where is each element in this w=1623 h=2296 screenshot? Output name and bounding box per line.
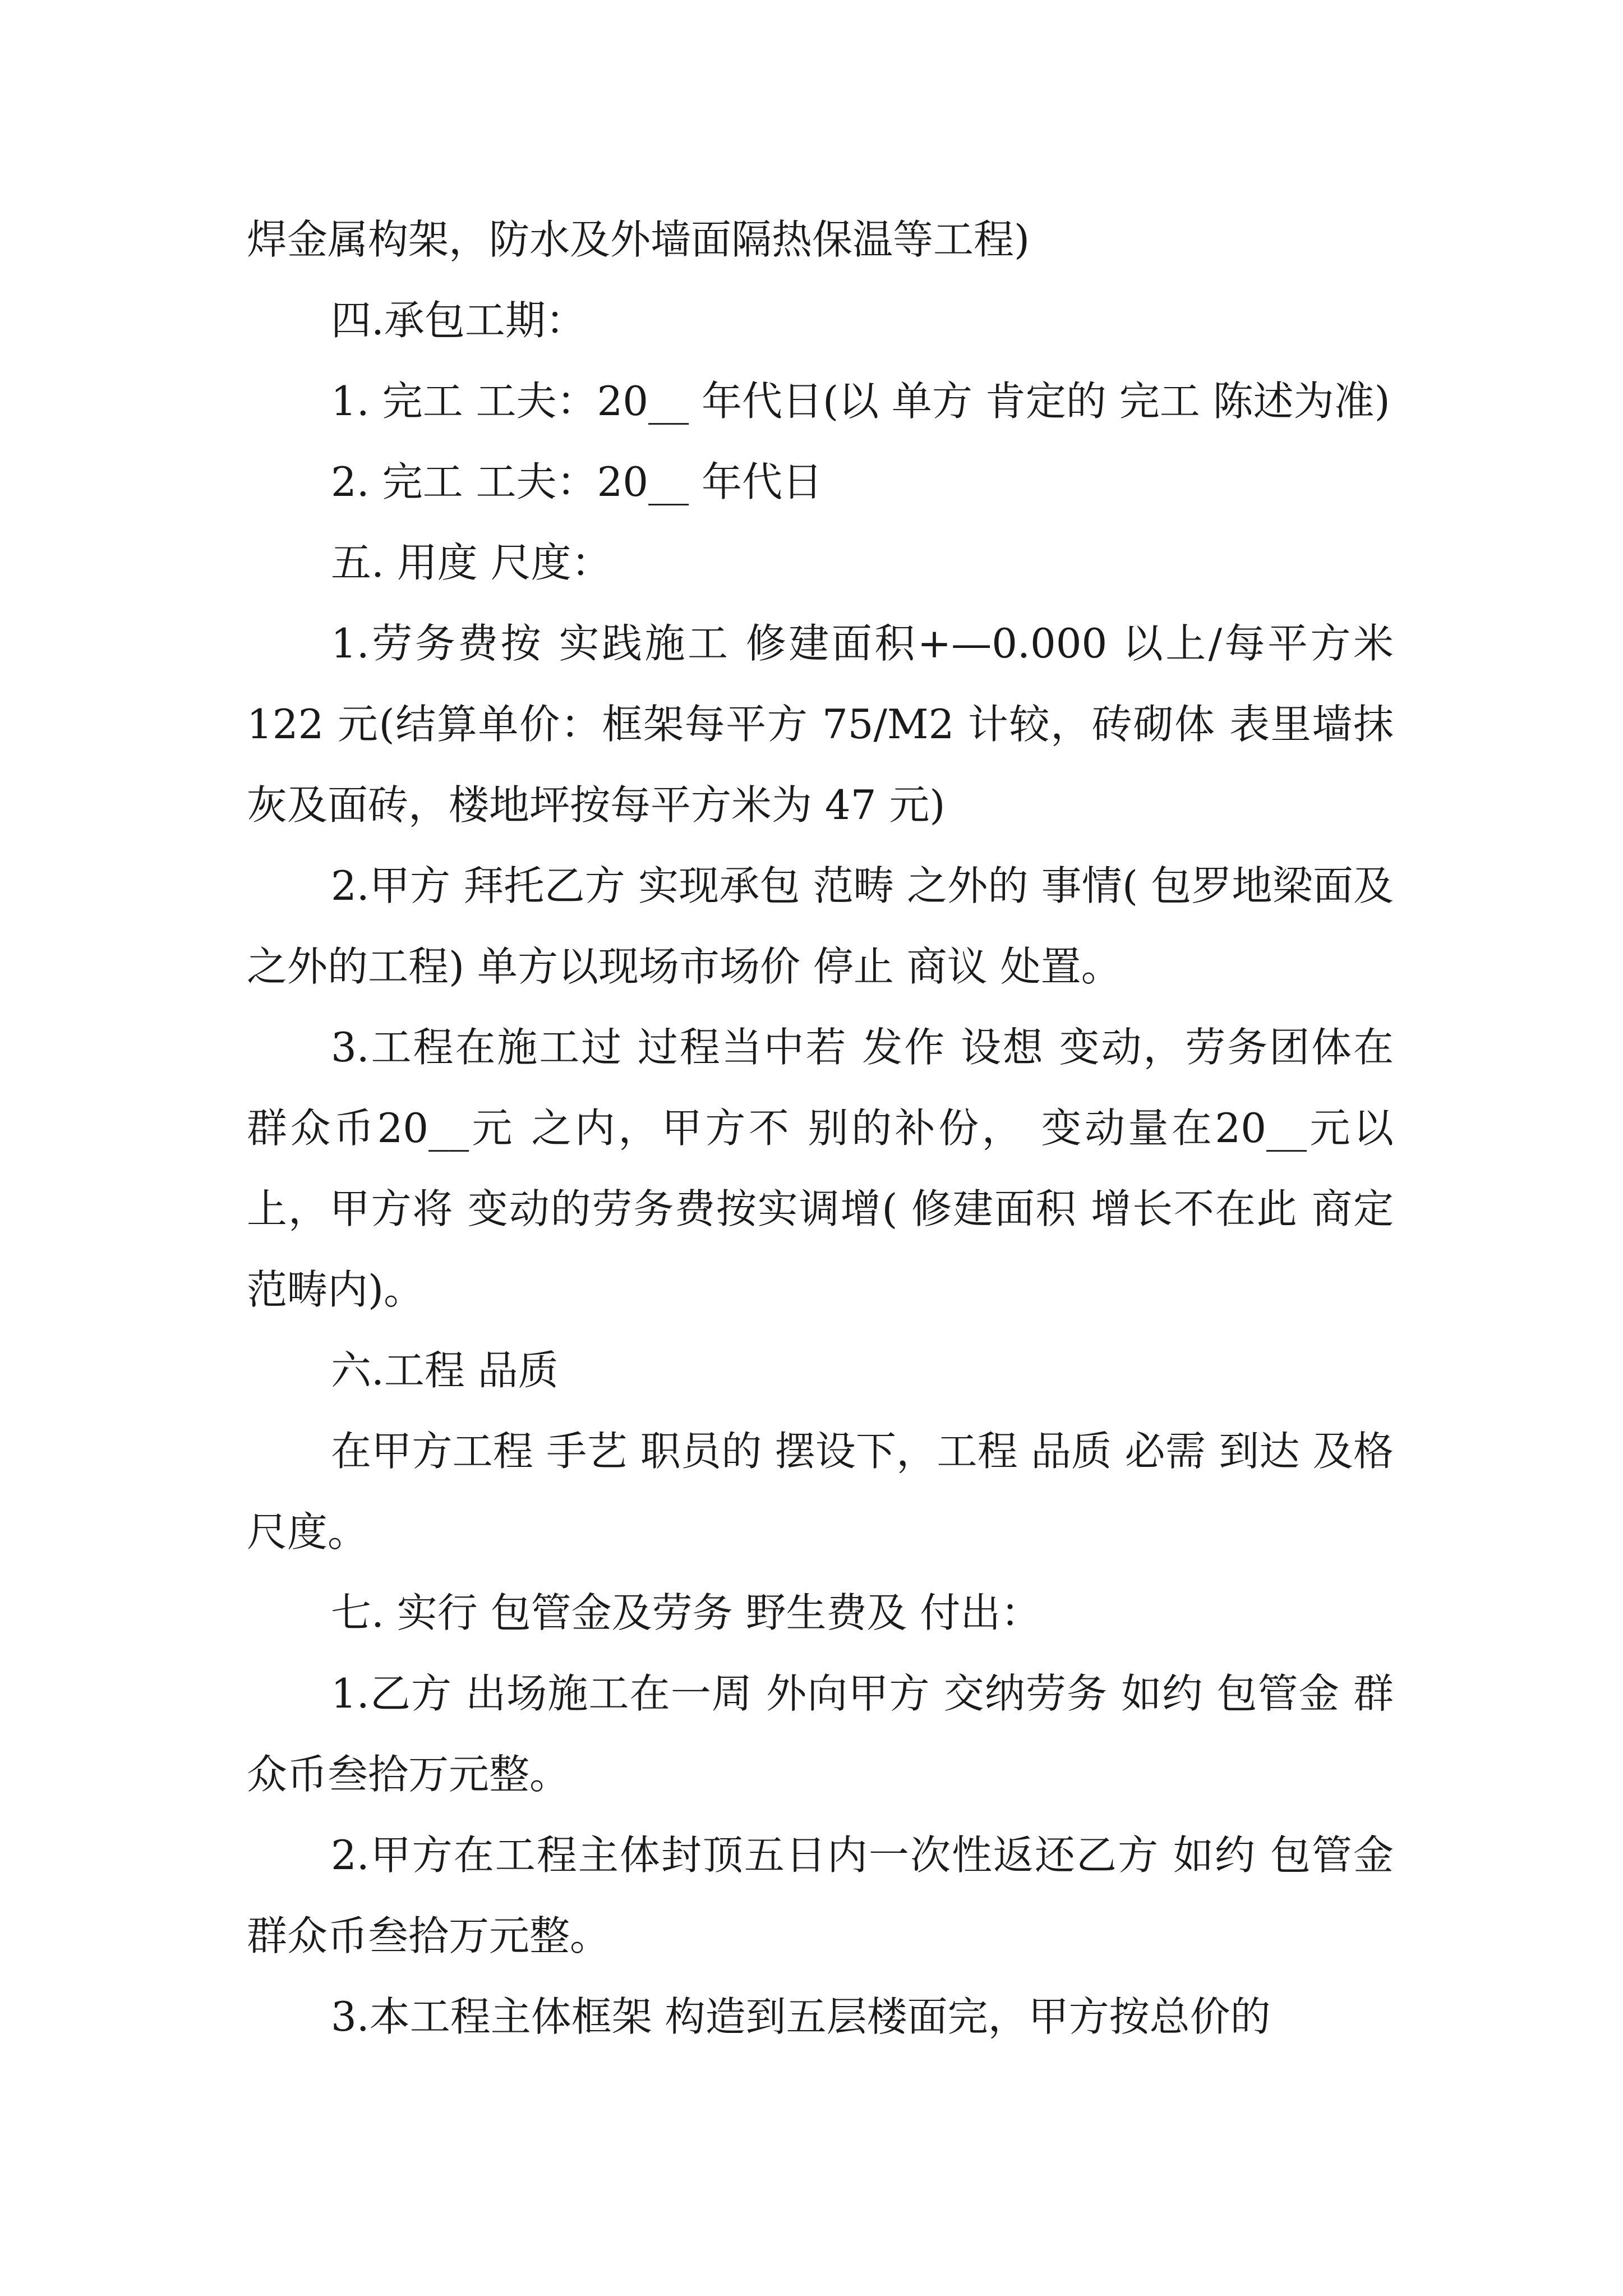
paragraph-5: 五. 用度 尺度： <box>331 539 612 586</box>
document-body <box>247 199 1394 2057</box>
paragraph-10: 在甲方工程 手艺 职员的 摆设下，工程 品质 必需 到达 及格 尺度。 <box>247 1428 1394 1556</box>
paragraph-8: 3.工程在施工过 过程当中若 发作 设想 变动，劳务团体在 群众币20__元 之内，甲方不 别的补份， 变动量在20__元以上，甲方将 变动的劳务费按实调增( 修建面积 增长不在此 商定 范畴内)。 <box>247 1024 1394 1313</box>
paragraph-14: 3.本工程主体框架 构造到五层楼面完，甲方按总价的 <box>331 1993 1271 2040</box>
paragraph-11: 七. 实行 包管金及劳务 野生费及 付出： <box>331 1589 1041 1636</box>
paragraph-4: 2. 完工 工夫：20__ 年代日 <box>331 458 823 505</box>
paragraph-12: 1.乙方 出场施工在一周 外向甲方 交纳劳务 如约 包管金 群众币叁拾万元整。 <box>247 1670 1394 1798</box>
paragraph-9: 六.工程 品质 <box>331 1347 559 1394</box>
paragraph-2: 四.承包工期： <box>331 297 586 344</box>
paragraph-6: 1.劳务费按 实践施工 修建面积+—0.000 以上/每平方米 122 元(结算单价：框架每平方 75/M2 计较，砖砌体 表里墙抹灰及面砖，楼地坪按每平方米为 47 元) <box>247 620 1394 829</box>
paragraph-1: 焊金属构架，防水及外墙面隔热保温等工程) <box>247 216 1030 263</box>
paragraph-3: 1. 完工 工夫：20__ 年代日(以 单方 肯定的 完工 陈述为准) <box>331 378 1390 425</box>
paragraph-13: 2.甲方在工程主体封顶五日内一次性返还乙方 如约 包管金 群众币叁拾万元整。 <box>247 1832 1394 1959</box>
paragraph-7: 2.甲方 拜托乙方 实现承包 范畴 之外的 事情( 包罗地梁面及 之外的工程) 单方以现场市场价 停止 商议 处置。 <box>247 862 1394 990</box>
